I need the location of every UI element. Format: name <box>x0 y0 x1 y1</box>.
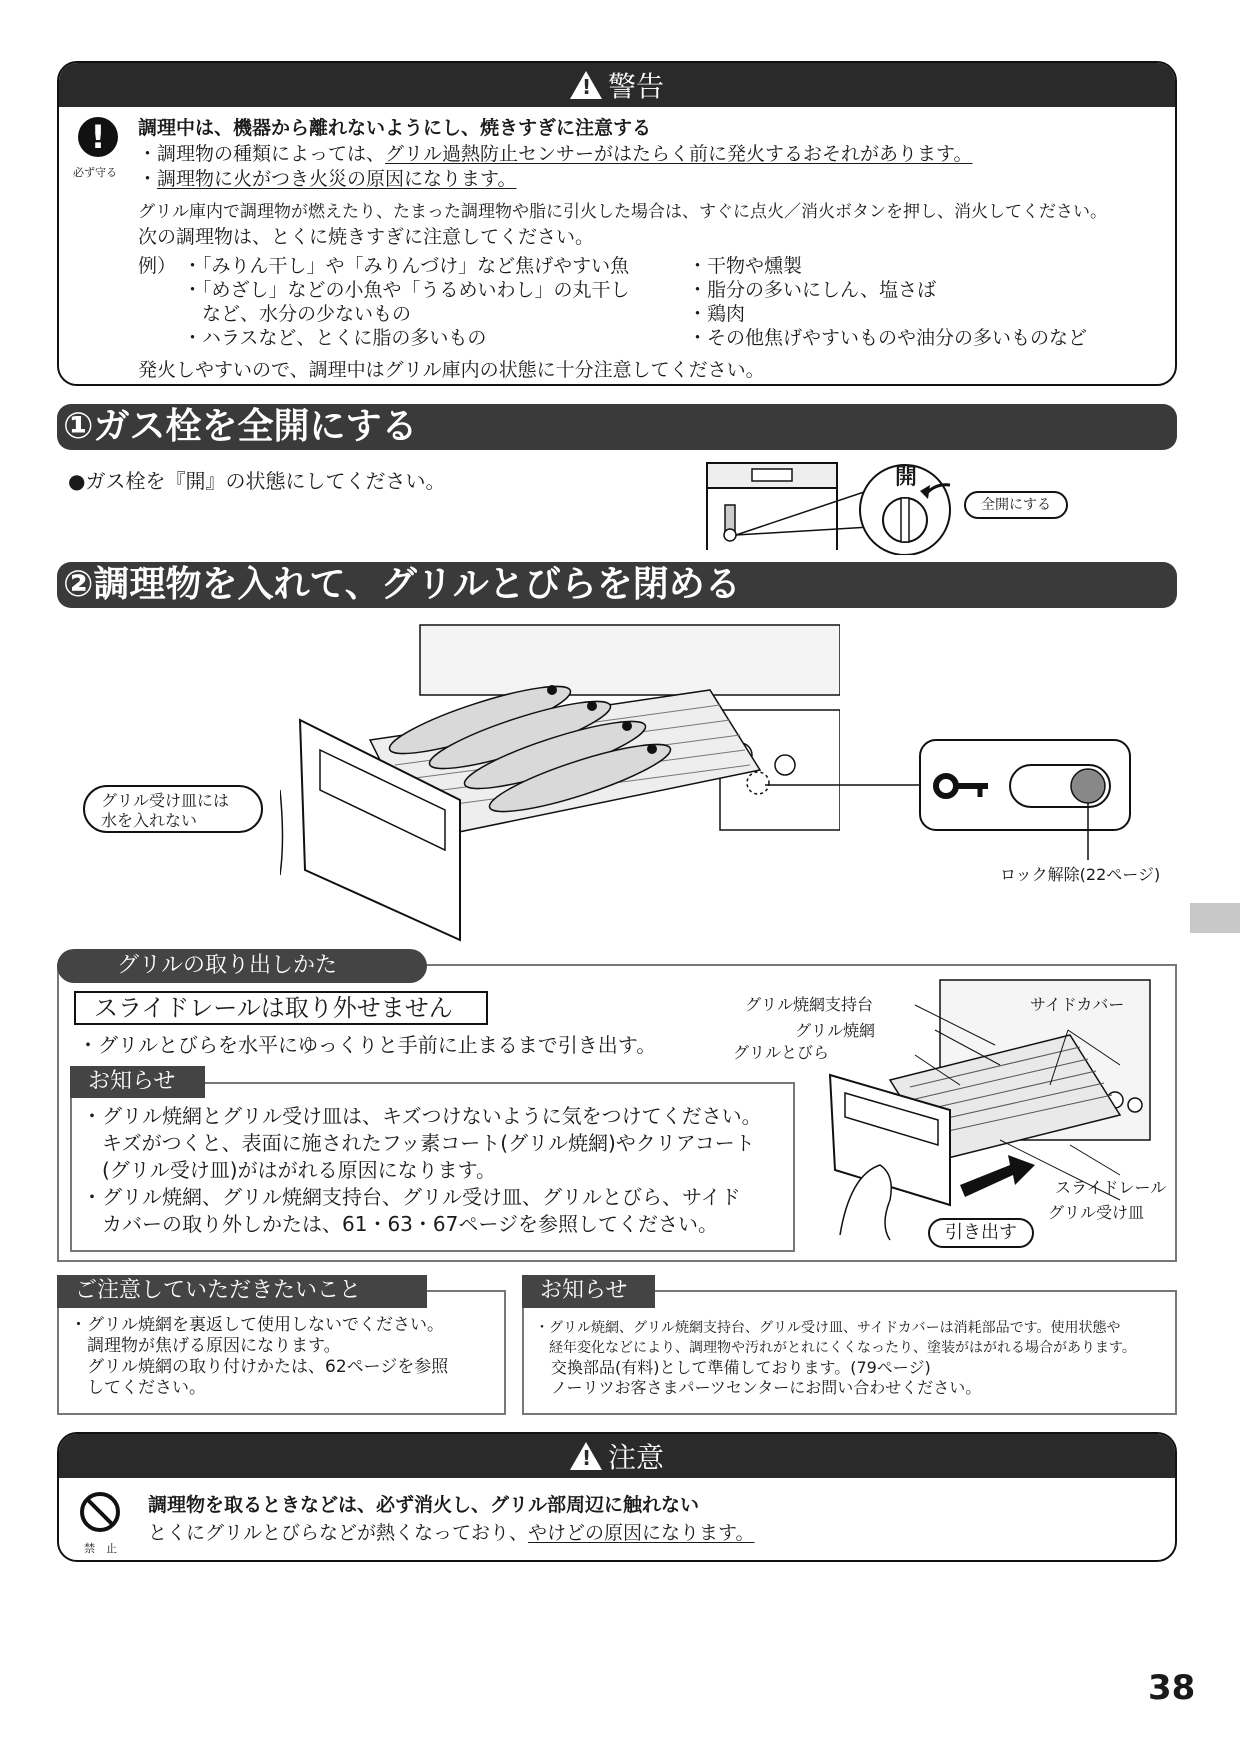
caution-note-title: ご注意していただきたいこと <box>57 1275 427 1308</box>
attention-triangle-icon: ! <box>570 1442 602 1470</box>
example-left-1: ・「みりん干し」や「みりんづけ」など焦げやすい魚 <box>183 255 630 277</box>
step2-header: ②調理物を入れて、グリルとびらを閉める <box>57 562 1177 608</box>
pull-out-pill: 引き出す <box>928 1218 1034 1248</box>
label-side-cover: サイドカバー <box>1030 995 1125 1014</box>
warning-line-4: 次の調理物は、とくに焼きすぎに注意してください。 <box>138 226 595 248</box>
lock-release-label: ロック解除(22ページ) <box>1000 865 1161 884</box>
example-left-4: ・ハラスなど、とくに脂の多いもの <box>183 327 487 349</box>
attention-line <box>148 1521 755 1545</box>
warning-bullet-2-text: ・ <box>138 168 158 190</box>
open-label: 開 <box>895 465 918 490</box>
step1-header: ①ガス栓を全開にする <box>57 404 1177 450</box>
label-door: グリルとびら <box>733 1043 830 1062</box>
example-right-1: ・干物や燻製 <box>688 255 803 277</box>
example-left-3: など、水分の少ないもの <box>183 303 412 325</box>
parts-notice-lines <box>535 1318 1136 1398</box>
lock-callout-illustration <box>750 735 1140 865</box>
grill-removal-title: グリルの取り出しかた <box>57 949 427 983</box>
examples-left <box>183 254 630 350</box>
warning-header <box>59 63 1175 107</box>
no-water-bubble: グリル受け皿には 水を入れない <box>83 785 263 833</box>
grill-notice-line-5: カバーの取り外しかたは、61・63・67ページを参照してください。 <box>82 1212 718 1236</box>
step1-text: ●ガス栓を『開』の状態にしてください。 <box>68 469 446 493</box>
attention-heading: 調理物を取るときなどは、必ず消火し、グリル部周辺に触れない <box>148 1494 700 1516</box>
page-tab-marker <box>1190 903 1240 933</box>
caution-note-line-1: ・グリル焼網を裏返して使用しないでください。 <box>70 1315 444 1335</box>
attention-line-underline: やけどの原因になります。 <box>528 1522 755 1544</box>
grill-notice-line-4: ・グリル焼網、グリル焼網支持台、グリル受け皿、グリルとびら、サイド <box>82 1185 741 1209</box>
grill-notice-line-1: ・グリル焼網とグリル受け皿は、キズつけないように気をつけてください。 <box>82 1104 762 1128</box>
warning-bullet-2 <box>138 167 517 191</box>
parts-notice-title: お知らせ <box>522 1275 655 1308</box>
label-net-support: グリル焼網支持台 <box>745 995 874 1014</box>
grill-pull-instruction: ・グリルとびらを水平にゆっくりと手前に止まるまで引き出す。 <box>78 1033 657 1057</box>
warning-line-3: グリル庫内で調理物が燃えたり、たまった調理物や脂に引火した場合は、すぐに点火／消火ボタンを押し、消火してください。 <box>138 202 1107 222</box>
example-left-2: ・「めざし」などの小魚や「うるめいわし」の丸干し <box>183 279 630 301</box>
warning-bullet-1 <box>138 142 973 166</box>
example-right-2: ・脂分の多いにしん、塩さば <box>688 279 937 301</box>
examples-right <box>688 254 1087 350</box>
warning-title: 警告 <box>607 70 664 103</box>
parts-notice-line-3: 交換部品(有料)として準備しております。(79ページ) <box>535 1358 931 1377</box>
caution-note-line-4: してください。 <box>70 1378 206 1398</box>
parts-notice-line-4: ノーリツお客さまパーツセンターにお問い合わせください。 <box>535 1378 982 1397</box>
warning-triangle-icon: ! <box>570 71 602 99</box>
page-number: 38 <box>1148 1668 1196 1708</box>
example-right-4: ・その他焦げやすいものや油分の多いものなど <box>688 327 1088 349</box>
prohibited-icon <box>78 1490 122 1534</box>
example-label: 例） <box>138 255 177 277</box>
label-net: グリル焼網 <box>795 1021 876 1040</box>
caution-note-lines <box>70 1315 448 1399</box>
label-pan: グリル受け皿 <box>1048 1203 1145 1222</box>
rail-notice-box: スライドレールは取り外せません <box>74 991 488 1025</box>
attention-line-text: とくにグリルとびらなどが熱くなっており、 <box>148 1522 529 1544</box>
grill-notice-line-2: キズがつくと、表面に施されたフッ素コート(グリル焼網)やクリアコート <box>82 1131 755 1155</box>
grill-notice-title: お知らせ <box>70 1066 205 1098</box>
grill-notice-line-3: (グリル受け皿)がはがれる原因になります。 <box>82 1158 497 1182</box>
warning-bullet-1-text: ・調理物の種類によっては、 <box>138 143 386 165</box>
example-right-3: ・鶏肉 <box>688 303 746 325</box>
warning-heading: 調理中は、機器から離れないようにし、焼きすぎに注意する <box>138 117 652 139</box>
warning-bullet-1-underline: グリル過熱防止センサーがはたらく前に発火するおそれがあります。 <box>385 143 973 165</box>
attention-title: 注意 <box>607 1441 664 1474</box>
must-follow-label: 必ず守る <box>73 166 117 179</box>
warning-bullet-2-underline: 調理物に火がつき火災の原因になります。 <box>157 168 517 190</box>
caution-note-line-2: 調理物が焦げる原因になります。 <box>70 1336 341 1356</box>
prohibited-label: 禁 止 <box>84 1542 117 1555</box>
fully-open-pill: 全開にする <box>964 491 1068 519</box>
attention-header <box>59 1434 1175 1478</box>
warning-footer: 発火しやすいので、調理中はグリル庫内の状態に十分注意してください。 <box>138 359 765 381</box>
parts-notice-line-1: ・グリル焼網、グリル焼網支持台、グリル受け皿、サイドカバーは消耗部品です。使用状態や <box>535 1320 1121 1336</box>
grill-notice-lines <box>82 1103 762 1238</box>
label-slide-rail: スライドレール <box>1055 1178 1167 1197</box>
must-follow-icon: ! <box>78 117 118 157</box>
caution-note-line-3: グリル焼網の取り付けかたは、62ページを参照 <box>70 1357 449 1377</box>
parts-notice-line-2: 経年変化などにより、調理物や汚れがとれにくくなったり、塗装がはがれる場合があります。 <box>535 1340 1136 1356</box>
